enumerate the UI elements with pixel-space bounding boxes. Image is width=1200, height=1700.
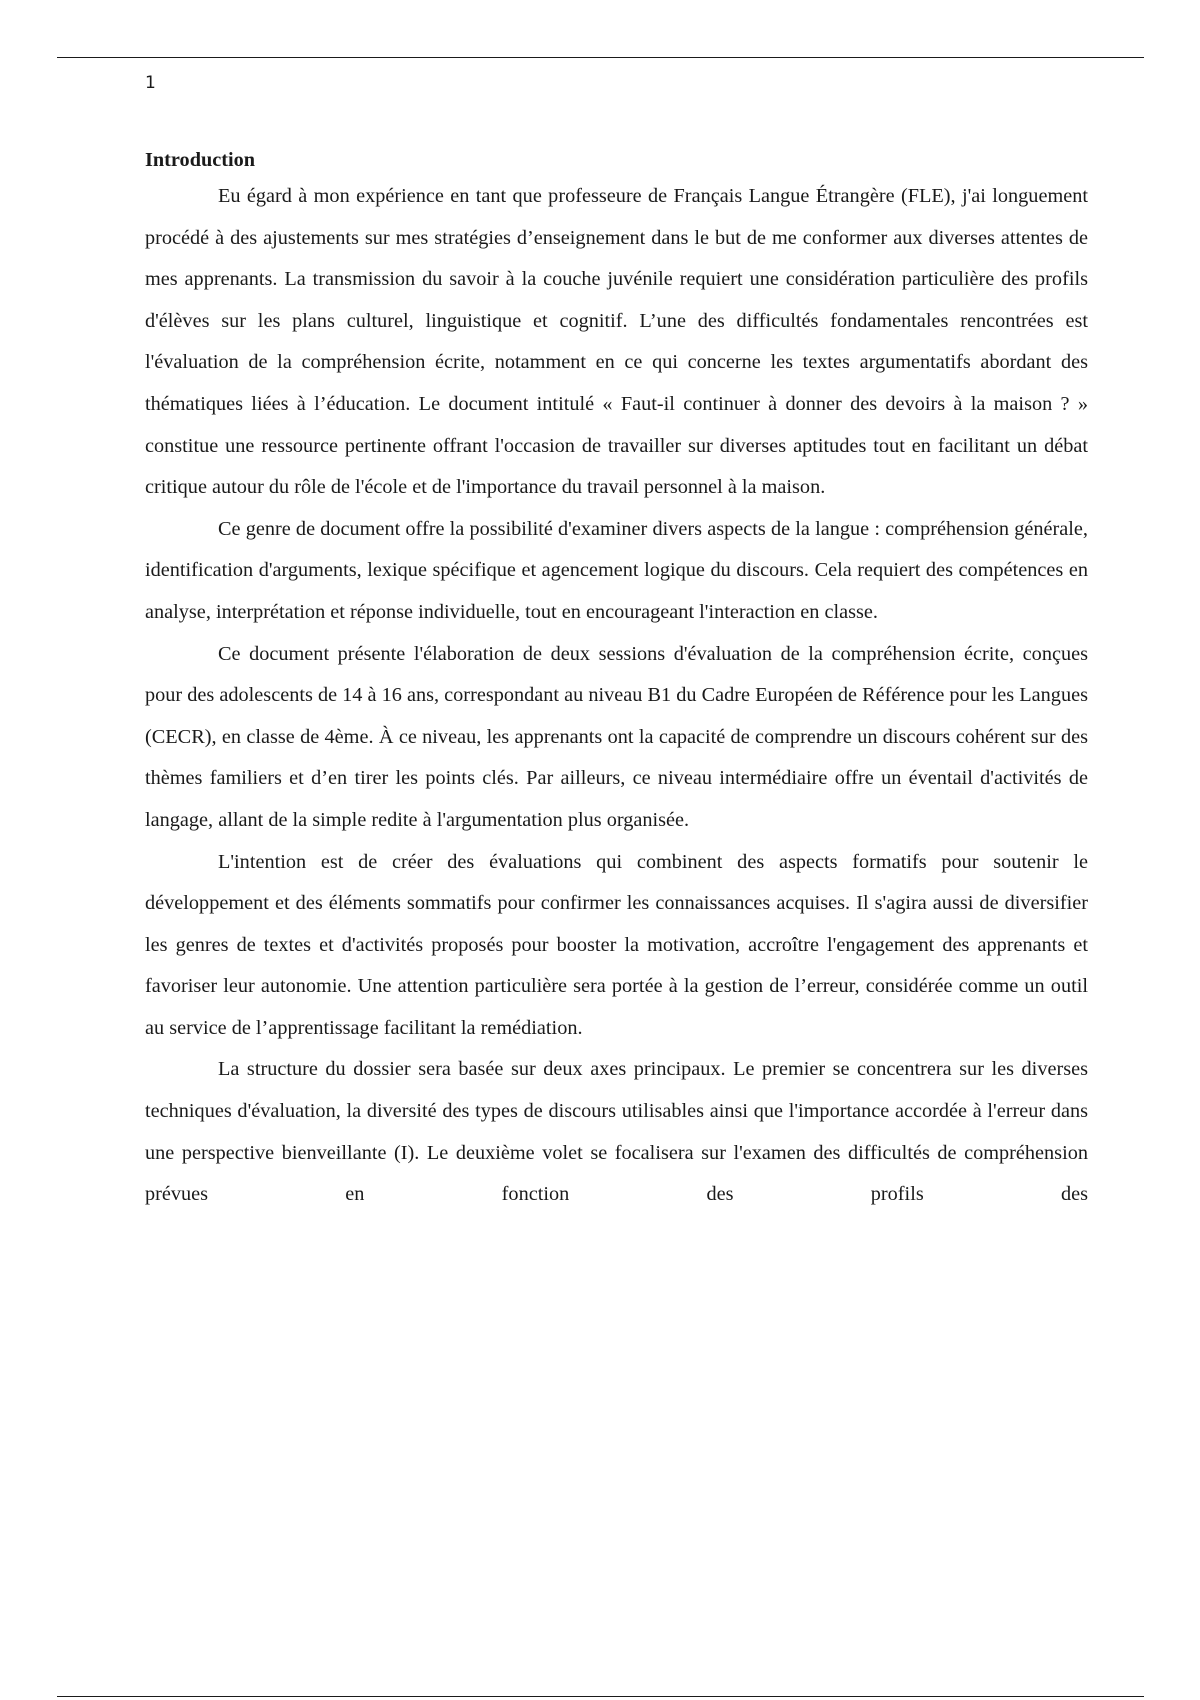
paragraph-5: La structure du dossier sera basée sur deux axes principaux. Le premier se concentrera sur les diverses techniques d'évaluation, la diversité des types de discours utilisables ainsi que l'importance accordée à l'erreur dans une perspective bienveillante (I). Le deuxième volet se focalisera sur l'examen des difficultés de compréhension prévues en fonction des profils des	[145, 1058, 1088, 1206]
paragraph-4: L'intention est de créer des évaluations qui combinent des aspects formatifs pour soutenir le développement et des éléments sommatifs pour confirmer les connaissances acquises. Il s'agira aussi de diversifier les genres de textes et d'activités proposés pour booster la motivation, accroître l'engagement des apprenants et favoriser leur autonomie. Une attention particulière sera portée à la gestion de l’erreur, considérée comme un outil au service de l’apprentissage facilitant la remédiation.	[145, 850, 1088, 1039]
document-body	[145, 144, 1088, 1216]
section-heading: Introduction	[145, 149, 256, 171]
footer-rule	[57, 1696, 1144, 1697]
paragraph-2: Ce genre de document offre la possibilité d'examiner divers aspects de la langue : compréhension générale, identification d'arguments, lexique spécifique et agencement logique du discours. Cela requiert des compétences en analyse, interprétation et réponse individuelle, tout en encourageant l'interaction en classe.	[145, 517, 1088, 623]
header-rule	[57, 57, 1144, 58]
paragraph-1: Eu égard à mon expérience en tant que professeure de Français Langue Étrangère (FLE), j'ai longuement procédé à des ajustements sur mes stratégies d’enseignement dans le but de me conformer aux diverses attentes de mes apprenants. La transmission du savoir à la couche juvénile requiert une considération particulière des profils d'élèves sur les plans culturel, linguistique et cognitif. L’une des difficultés fondamentales rencontrées est l'évaluation de la compréhension écrite, notamment en ce qui concerne les textes argumentatifs abordant des thématiques liées à l’éducation. Le document intitulé « Faut-il continuer à donner des devoirs à la maison ? » constitue une ressource pertinente offrant l'occasion de travailler sur diverses aptitudes tout en facilitant un débat critique autour du rôle de l'école et de l'importance du travail personnel à la maison.	[145, 185, 1088, 499]
page-number: 1	[145, 73, 156, 93]
paragraph-3: Ce document présente l'élaboration de deux sessions d'évaluation de la compréhension écrite, conçues pour des adolescents de 14 à 16 ans, correspondant au niveau B1 du Cadre Européen de Référence pour les Langues (CECR), en classe de 4ème. À ce niveau, les apprenants ont la capacité de comprendre un discours cohérent sur des thèmes familiers et d’en tirer les points clés. Par ailleurs, ce niveau intermédiaire offre un éventail d'activités de langage, allant de la simple redite à l'argumentation plus organisée.	[145, 642, 1088, 831]
